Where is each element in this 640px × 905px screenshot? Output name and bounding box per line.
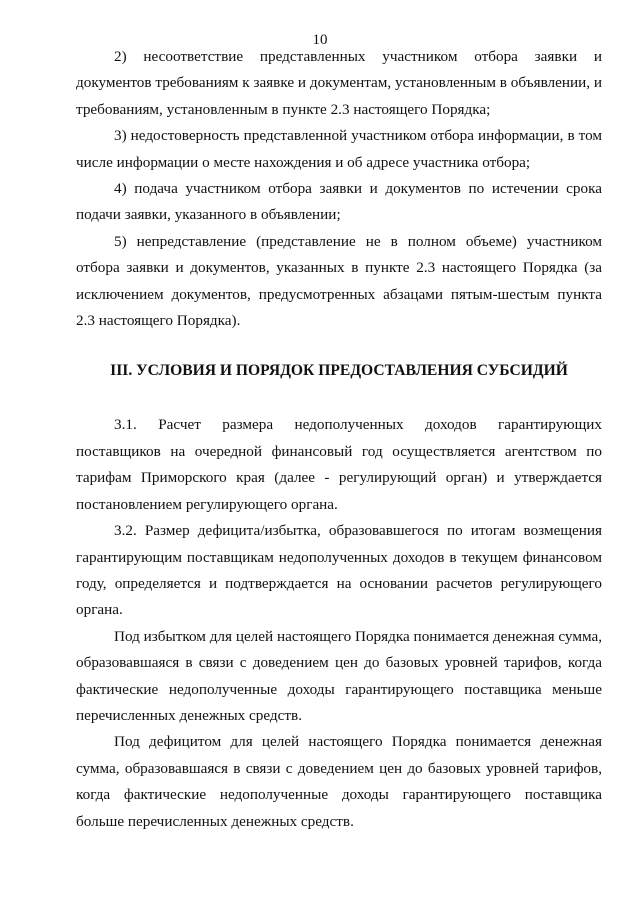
list-item: 4) подача участником отбора заявки и документов по истечении срока подачи заявки, указанного в объявлении;	[76, 180, 602, 224]
paragraph: 3.1. Расчет размера недополученных доходов гарантирующих поставщиков на очередной финансовый год осуществляется агентством по тарифам Приморского края (далее - регулирующий орган) и утверждается постановлением регулирующего органа.	[76, 416, 602, 513]
section-body	[76, 412, 602, 835]
list-item: 5) непредставление (представление не в полном объеме) участником отбора заявки и документов, указанных в пункте 2.3 настоящего Порядка (за исключением документов, предусмотренных абзацами пятым-шестым пункта 2.3 настоящего Порядка).	[76, 232, 602, 330]
page-number: 10	[312, 32, 328, 48]
document-content	[76, 44, 602, 835]
list-item: 3) недостоверность представленной участником отбора информации, в том числе информации о месте нахождения и об адресе участника отбора;	[76, 127, 602, 171]
paragraph: Под дефицитом для целей настоящего Порядка понимается денежная сумма, образовавшаяся в связи с доведением цен до базовых уровней тарифов, когда фактические недополученные доходы гарантирующего поставщика больше перечисленных денежных средств.	[76, 733, 602, 830]
paragraph: 3.2. Размер дефицита/избытка, образовавшегося по итогам возмещения гарантирующим поставщикам недополученных доходов в текущем финансовом году, определяется и подтверждается на основании расчетов регулирующего органа.	[76, 522, 602, 619]
section-heading: III. УСЛОВИЯ И ПОРЯДОК ПРЕДОСТАВЛЕНИЯ СУБСИДИЙ	[110, 362, 568, 380]
list-item: 2) несоответствие представленных участником отбора заявки и документов требованиям к заявке и документам, установленным в объявлении, и требованиям, установленным в пункте 2.3 настоящего Порядка;	[76, 48, 602, 118]
paragraph: Под избытком для целей настоящего Порядка понимается денежная сумма, образовавшаяся в связи с доведением цен до базовых уровней тарифов, когда фактические недополученные доходы гарантирующего поставщика меньше перечисленных денежных средств.	[76, 627, 602, 724]
